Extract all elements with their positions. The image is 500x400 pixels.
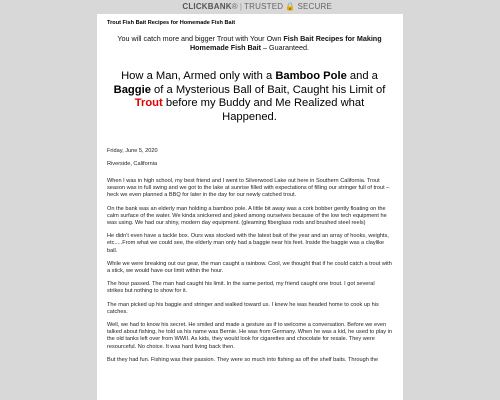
lock-icon: 🔒 [285, 2, 296, 11]
article-paragraph: But they had fun. Fishing was their passion. They were so much into fishing as off the shelf baits. Through the [107, 356, 379, 363]
headline-part: before my Buddy and Me Realized what Happened. [162, 97, 365, 123]
article-paragraph: He didn't even have a tackle box. Ours was stocked with the latest bait of the year and an array of hooks, weights, etc.....From what we could see, the elderly man only had a baggie near his feet. Inside the baggie was a claylike ball. [107, 233, 389, 254]
badge-separator: | [239, 2, 243, 11]
page-title: Trout Fish Bait Recipes for Homemade Fish Bait [107, 20, 236, 26]
clickbank-logo: CLICKBANK [182, 2, 232, 11]
article-paragraph: The man picked up his baggie and stringer and walked toward us. I knew he was headed home to cook up his catches. [107, 301, 379, 315]
intro-pre: You will catch more and bigger Trout with Your Own [117, 34, 284, 43]
headline-bamboo-pole: Bamboo Pole [275, 70, 347, 82]
page-content [107, 20, 392, 364]
article-paragraph: On the bank was an elderly man holding a bamboo pole. A little bit away was a cork bobber gently floating on the calm surface of the water. We kinda snickered and joked among ourselves because of the low tech equipment he was using. We had our shiny, modern day equipment. (gleaming fiberglass rods and brushed steel reels) [107, 205, 387, 227]
article-date: Friday, June 5, 2020 [107, 148, 158, 154]
badge-secure: SECURE [297, 2, 332, 11]
intro-text [107, 34, 392, 52]
clickbank-trust-badge[interactable] [182, 2, 332, 11]
article-paragraph: While we were breaking out our gear, the man caught a rainbow. Cool, we thought that if he could catch a trout with a stick, we would have our limit within the hour. [107, 260, 392, 275]
headline [107, 70, 392, 124]
headline-part: How a Man, Armed only with a [121, 70, 276, 82]
article-location: Riverside, California [107, 161, 158, 167]
sales-page [97, 14, 403, 400]
article-paragraph: Well, we had to know his secret. He smiled and made a gesture as if to welcome a conversation. Before we even talked about fishing, he told us his name was Bernie. He was from Germany. When he was a kid, he used to play in the old tanks left over from WWII. As kids, they would look for cigarettes and chocolate for resale. They were resourceful. No choice. It was hard living back then. [107, 322, 393, 350]
intro-bold: Fish Bait Recipes for Making Homemade Fish Bait [189, 34, 382, 52]
headline-part: of a Mysterious Ball of Bait, Caught his Limit of [150, 83, 386, 96]
badge-trusted: TRUSTED [244, 2, 284, 11]
intro-post: – Guaranteed. [261, 43, 310, 52]
top-bar [0, 0, 500, 14]
headline-baggie: Baggie [113, 83, 151, 96]
headline-trout: Trout [134, 97, 163, 109]
article-body [107, 178, 392, 364]
registered-mark: ® [231, 2, 238, 11]
article-paragraph: When I was in high school, my best friend and I went to Silverwood Lake out here in Southern California. Trout season was in full swing and we got to the lake at sunrise filled with expectations of filling our stringer full of trout – heck we even planned a BBQ for later in the day for our newly catched trout. [107, 178, 390, 199]
article-paragraph: The hour passed. The man had caught his limit. In the same period, my friend caught one trout. I got several strikes but nothing to show for it. [107, 281, 375, 295]
headline-part: and a [346, 70, 378, 82]
